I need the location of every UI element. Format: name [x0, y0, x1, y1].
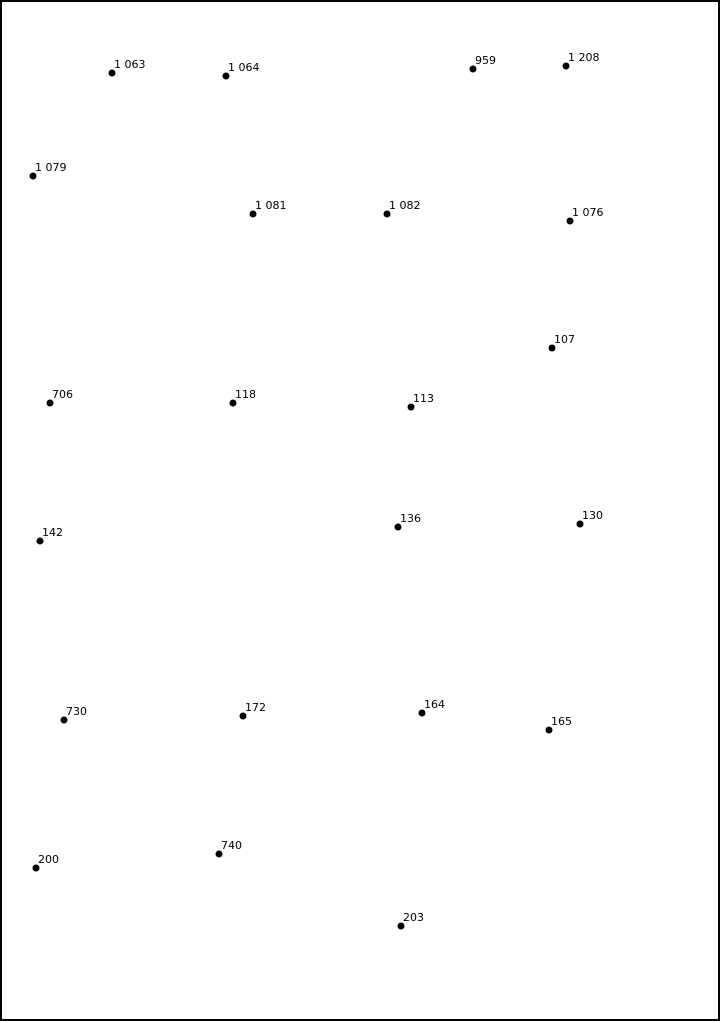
- point-label: 740: [221, 839, 242, 852]
- map-point: [408, 392, 435, 411]
- point-label: 200: [38, 853, 59, 866]
- map-point: [384, 199, 421, 218]
- map-point: [395, 512, 422, 531]
- map-point: [546, 715, 573, 734]
- point-label: 142: [42, 526, 63, 539]
- map-point: [230, 388, 257, 407]
- map-point: [419, 698, 446, 717]
- survey-point-map: [2, 2, 720, 1023]
- map-point: [398, 911, 425, 930]
- point-label: 107: [554, 333, 575, 346]
- point-label: 1 079: [35, 161, 67, 174]
- map-point: [563, 51, 600, 70]
- point-label: 1 208: [568, 51, 600, 64]
- map-point: [33, 853, 60, 872]
- point-label: 1 082: [389, 199, 421, 212]
- point-label: 706: [52, 388, 73, 401]
- point-label: 730: [66, 705, 87, 718]
- point-label: 164: [424, 698, 445, 711]
- map-point: [577, 509, 604, 528]
- point-label: 136: [400, 512, 421, 525]
- point-label: 203: [403, 911, 424, 924]
- point-label: 1 081: [255, 199, 287, 212]
- map-point: [240, 701, 267, 720]
- map-point: [109, 58, 146, 77]
- map-point: [470, 54, 497, 73]
- map-point: [549, 333, 576, 352]
- map-point: [47, 388, 74, 407]
- map-point: [37, 526, 64, 545]
- map-point: [61, 705, 88, 724]
- point-label: 1 064: [228, 61, 260, 74]
- point-label: 959: [475, 54, 496, 67]
- map-point: [30, 161, 67, 180]
- point-label: 172: [245, 701, 266, 714]
- map-point: [216, 839, 243, 858]
- point-label: 130: [582, 509, 603, 522]
- map-point: [250, 199, 287, 218]
- point-label: 165: [551, 715, 572, 728]
- map-point: [567, 206, 604, 225]
- point-label: 1 076: [572, 206, 604, 219]
- map-point: [223, 61, 260, 80]
- point-label: 1 063: [114, 58, 146, 71]
- point-label: 118: [235, 388, 256, 401]
- point-label: 113: [413, 392, 434, 405]
